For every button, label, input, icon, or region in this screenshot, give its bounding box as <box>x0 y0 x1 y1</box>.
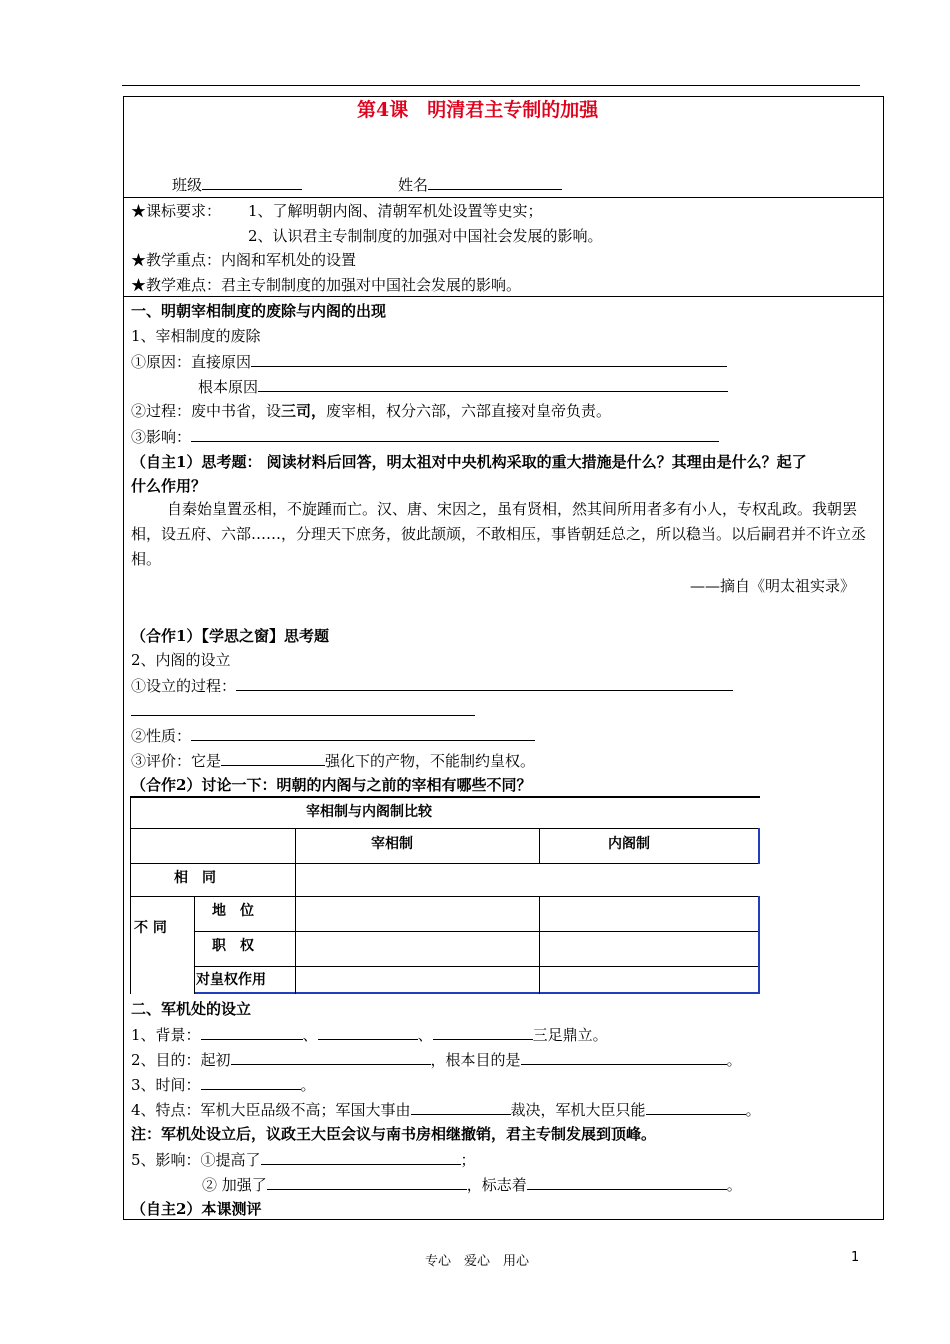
footer-motto: 专心 爱心 用心 <box>425 1254 530 1269</box>
page-number: 1 <box>851 1250 860 1265</box>
note-text: 注：军机处设立后，议政王大臣会议与南书房相继撤销，君主专制发展到顶峰。 <box>131 1125 657 1143</box>
impact-field[interactable]: ③影响： <box>131 426 719 447</box>
class-field[interactable]: 班级 <box>172 174 302 195</box>
divider <box>124 197 883 198</box>
question-1-line2: 什么作用？ <box>131 477 207 495</box>
section1-sub2: 2、内阁的设立 <box>131 651 231 669</box>
column-header-cabinet: 内阁制 <box>608 836 650 852</box>
teaching-difficulty: ★教学难点：君主专制制度的加强对中国社会发展的影响。 <box>131 276 522 294</box>
column-header-chancellor: 宰相制 <box>371 836 413 852</box>
nature-field[interactable]: ②性质： <box>131 725 535 746</box>
feature-field[interactable]: 4、特点：军机大臣品级不高；军国大事由 裁决，军机大臣只能 。 <box>131 1101 761 1119</box>
quote-source: ——摘自《明太祖实录》 <box>690 577 856 595</box>
row-label-different: 不 同 <box>134 920 167 936</box>
section1-heading: 一、明朝宰相制度的废除与内阁的出现 <box>131 302 387 320</box>
question-1-line1: （自主1）思考题： 阅读材料后回答，明太祖对中央机构采取的重大措施是什么？其理由是什么？起了 <box>131 453 807 471</box>
time-field[interactable]: 3、时间： 。 <box>131 1076 316 1094</box>
requirement-1: 1、了解明朝内阁、清朝军机处设置等史实； <box>248 202 543 220</box>
coop-1: （合作1）【学思之窗】思考题 <box>131 627 329 645</box>
coop-2: （合作2）讨论一下：明朝的内阁与之前的宰相有哪些不同？ <box>131 776 532 794</box>
name-field[interactable]: 姓名 <box>398 174 562 195</box>
self-assessment: （自主2）本课测评 <box>131 1200 262 1218</box>
setup-process-field[interactable]: ①设立的过程： <box>131 675 733 696</box>
impact-field-2[interactable]: ② 加强了 ，标志着 。 <box>202 1176 742 1194</box>
teaching-focus: ★教学重点：内阁和军机处的设置 <box>131 251 357 269</box>
section1-sub1: 1、宰相制度的废除 <box>131 327 261 345</box>
top-rule <box>122 85 860 86</box>
page-title: 第4课 明清君主专制的加强 <box>357 99 599 121</box>
table-title: 宰相制与内阁制比较 <box>306 804 432 820</box>
purpose-field[interactable]: 2、目的：起初 ，根本目的是 。 <box>131 1051 742 1069</box>
row-label-same: 相 同 <box>174 870 216 886</box>
row-label-position: 地 位 <box>212 903 254 919</box>
quote-text: 自秦始皇置丞相，不旋踵而亡。汉、唐、宋因之，虽有贤相，然其间所用者多有小人，专权乱政。我朝罢相，设五府、六部……，分理天下庶务，彼此颉颃，不敢相压，事皆朝廷总之，所以稳当。以后嗣君并不许立丞相。 <box>131 500 867 568</box>
setup-process-continuation[interactable] <box>131 700 475 721</box>
requirement-2: 2、认识君主专制制度的加强对中国社会发展的影响。 <box>248 227 603 245</box>
reason-direct-field[interactable]: ①原因：直接原因 <box>131 351 727 372</box>
section2-heading: 二、军机处的设立 <box>131 1000 252 1018</box>
process-text: ②过程：废中书省，设三司，废宰相，权分六部，六部直接对皇帝负责。 <box>131 402 612 420</box>
divider <box>124 296 883 297</box>
evaluation-field[interactable]: ③评价：它是 强化下的产物，不能制约皇权。 <box>131 752 536 770</box>
reason-root-field[interactable]: 根本原因 <box>198 376 728 397</box>
background-field[interactable]: 1、背景： 、 、 三足鼎立。 <box>131 1026 608 1044</box>
row-label-effect: 对皇权作用 <box>196 972 266 988</box>
row-label-power: 职 权 <box>212 938 254 954</box>
comparison-table <box>130 796 760 994</box>
impact-field-1[interactable]: 5、影响：①提高了 ； <box>131 1151 476 1169</box>
requirement-label: ★课标要求： <box>131 202 222 220</box>
